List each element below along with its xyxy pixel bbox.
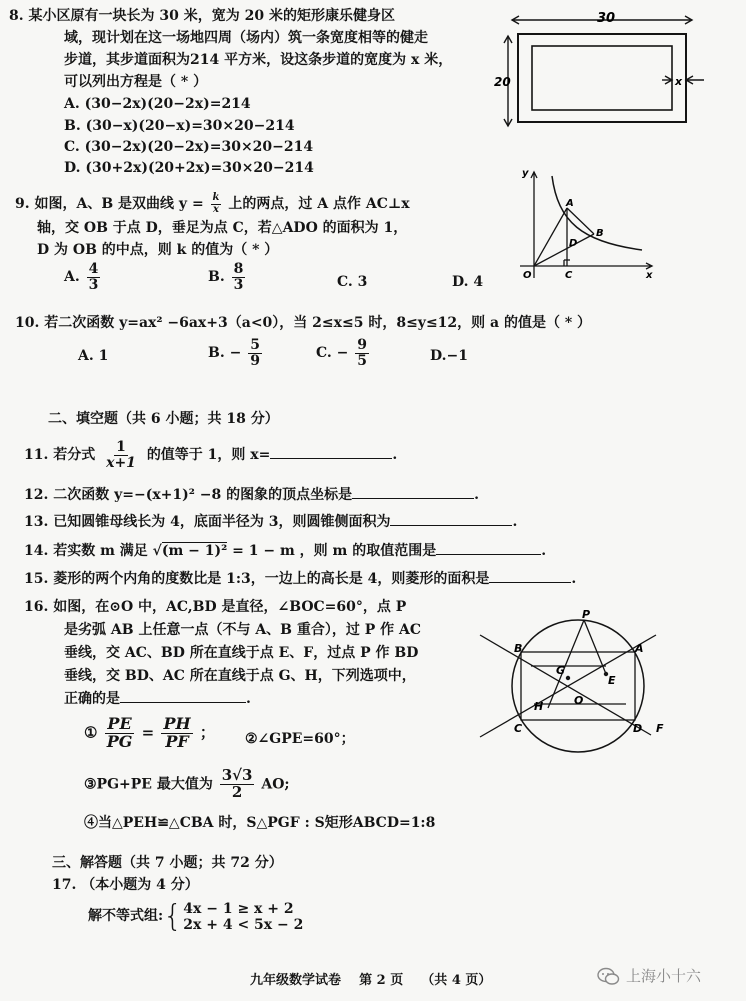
q16-line3: 垂线，交 AC、BD 所在直线于点 E、F，过点 P 作 BD — [64, 645, 419, 661]
q14-sqrt-content: (m − 1)² — [161, 543, 228, 559]
q10-c-label: C. − — [316, 345, 349, 362]
q16-line5 — [64, 691, 251, 709]
section-3-heading: 三、解答题（共 7 小题；共 72 分） — [52, 855, 283, 871]
q12 — [24, 487, 479, 505]
q16-fig-p: P — [582, 608, 591, 621]
q9-fig-a: A — [566, 198, 574, 209]
q14-sqrt-sign: √ — [152, 543, 162, 559]
watermark-text: 上海小十六 — [626, 966, 702, 985]
q16-fig-f: F — [656, 722, 664, 735]
q16-o1-frac1 — [105, 716, 135, 751]
q10-c-num: 9 — [357, 337, 367, 353]
q16-fig-b: B — [514, 642, 523, 655]
q9-line1 — [15, 193, 410, 215]
q9-option-d: D. 4 — [452, 274, 484, 290]
q10-b-label: B. − — [208, 345, 242, 362]
q16-o3-end: AO; — [261, 776, 290, 793]
q16-circle-figure — [476, 608, 716, 758]
q16-line2: 是劣弧 AB 上任意一点（不与 A、B 重合），过 P 作 AC — [64, 622, 422, 638]
q10-b-den: 9 — [250, 352, 260, 369]
q16-fig-a: A — [635, 642, 644, 655]
q9-b-den: 3 — [233, 276, 244, 293]
q10-option-d: D.−1 — [430, 348, 468, 364]
q8-option-a: A. (30−2x)(20−2x)=214 — [64, 96, 251, 112]
q9-a-fraction — [87, 262, 101, 292]
q16-o1-label: ① — [84, 723, 98, 742]
q16-o1-num1: PE — [107, 714, 132, 733]
q16-o1-den1: PG — [106, 731, 133, 751]
q16-line4: 垂线，交 BD、AC 所在直线于点 G、H，下列选项中， — [64, 668, 416, 684]
q10-b-fraction — [248, 338, 262, 368]
q9-line2: 轴，交 OB 于点 D，垂足为点 C，若△ADO 的面积为 1， — [37, 220, 408, 236]
q9-fig-c: C — [565, 270, 573, 281]
q8-line1: 8. 某小区原有一块长为 30 米，宽为 20 米的矩形康乐健身区 — [9, 8, 395, 24]
q9-line1-start: 9. 如图，A、B 是双曲线 y = — [15, 196, 204, 212]
q9-fig-y: y — [522, 168, 529, 179]
q9-a-den: 3 — [88, 276, 99, 293]
q8-line3: 步道，其步道面积为214 平方米，设这条步道的宽度为 x 米， — [64, 52, 453, 68]
q10-option-b — [208, 338, 264, 368]
q16-o1-eq: = — [141, 723, 155, 742]
q16-o3-den: 2 — [231, 782, 243, 801]
q16-o1-frac2 — [161, 716, 192, 751]
q16-fig-d: D — [633, 722, 643, 735]
q15-text: 15. 菱形的两个内角的度数比是 1:3，一边上的高长是 4，则菱形的面积是 — [24, 571, 490, 587]
q10-line1: 10. 若二次函数 y=ax² −6ax+3（a<0），当 2≤x≤5 时，8≤y≤12，则 a 的值是（ * ） — [15, 315, 592, 331]
q11-den: x+1 — [106, 454, 136, 471]
q9-x: x — [213, 203, 219, 215]
q9-fig-b: B — [596, 228, 604, 239]
q17-inequality-2: 2x + 4 < 5x − 2 — [183, 916, 304, 933]
q16-o3-num: 3√3 — [221, 766, 253, 784]
q9-b-label: B. — [208, 269, 225, 286]
q9-fig-d: D — [569, 238, 578, 249]
q9-line1-end: 上的两点，过 A 点作 AC⊥x — [228, 196, 410, 212]
q9-option-c: C. 3 — [337, 274, 368, 290]
q16-option-3 — [84, 768, 290, 801]
q9-option-b — [208, 262, 247, 292]
q11-answer-blank[interactable] — [270, 458, 392, 459]
q10-option-c — [316, 338, 371, 368]
q9-a-label: A. — [64, 269, 80, 286]
q8-fig-x-label: x — [675, 75, 683, 88]
q17-body — [88, 898, 303, 936]
q8-option-b: B. (30−x)(20−x)=30×20−214 — [64, 118, 295, 134]
q11-mid: 的值等于 1，则 x= — [146, 447, 271, 464]
section-2-heading: 二、填空题（共 6 小题；共 18 分） — [48, 411, 279, 427]
q8-option-c: C. (30−2x)(20−2x)=30×20−214 — [64, 139, 314, 155]
q16-answer-blank[interactable] — [120, 702, 246, 703]
q16-fig-c: C — [514, 722, 523, 735]
q8-fig-width-label: 30 — [597, 11, 616, 26]
q16-option-2: ②∠GPE=60°； — [245, 731, 355, 747]
q8-option-d: D. (30+2x)(20+2x)=30×20−214 — [64, 160, 314, 176]
q9-option-a — [64, 262, 102, 292]
watermark — [596, 966, 701, 986]
q16-line5-text: 正确的是 — [64, 691, 120, 707]
q13 — [24, 514, 517, 532]
q17-instruction: 解不等式组: — [88, 908, 164, 924]
q11-fraction — [104, 440, 138, 470]
q13-answer-blank[interactable] — [390, 525, 512, 526]
q16-line1: 16. 如图，在⊙O 中，AC,BD 是直径，∠BOC=60°，点 P — [24, 599, 407, 615]
q10-option-a: A. 1 — [78, 348, 109, 364]
q9-fig-o: O — [523, 270, 532, 281]
q13-text: 13. 已知圆锥母线长为 4，底面半径为 3，则圆锥侧面积为 — [24, 514, 391, 530]
q9-fig-x: x — [646, 270, 653, 281]
q16-fig-g: G — [556, 664, 566, 677]
q16-o3-fraction — [220, 768, 255, 801]
q12-end: . — [474, 487, 479, 503]
q12-answer-blank[interactable] — [352, 498, 474, 499]
q12-text: 12. 二次函数 y=−(x+1)² −8 的图象的顶点坐标是 — [24, 487, 353, 503]
q8-rectangle-figure — [492, 6, 732, 136]
q16-fig-e: E — [608, 674, 616, 687]
q11-start: 11. 若分式 — [24, 447, 96, 464]
q10-b-num: 5 — [250, 337, 260, 353]
wechat-icon — [596, 966, 620, 986]
q14-answer-blank[interactable] — [436, 554, 541, 555]
q14-mid: = 1 − m ，则 m 的取值范围是 — [227, 543, 437, 559]
q11-end: . — [392, 447, 398, 464]
q14-start: 14. 若实数 m 满足 — [24, 543, 153, 559]
q9-k: k — [212, 192, 220, 203]
page-footer: 九年级数学试卷 第 2 页 （共 4 页） — [250, 973, 492, 988]
q11-num: 1 — [116, 439, 126, 455]
q16-option-1 — [84, 716, 215, 751]
q17-brace: { — [163, 899, 183, 934]
q16-o1-num2: PH — [163, 714, 191, 733]
q16-o1-den2: PF — [165, 731, 189, 751]
q15 — [24, 571, 576, 589]
q17-title: 17. （本小题为 4 分） — [52, 877, 199, 893]
q16-o3-start: ③PG+PE 最大值为 — [84, 776, 213, 793]
q14 — [24, 543, 546, 561]
q16-option-4: ④当△PEH≌△CBA 时，S△PGF : S矩形ABCD=1:8 — [84, 815, 436, 831]
q17-inequality-1: 4x − 1 ≥ x + 2 — [183, 900, 294, 917]
q15-end: . — [571, 571, 577, 587]
q8-line2: 域，现计划在这一场地四周（场内）筑一条宽度相等的健走 — [64, 30, 428, 46]
q9-hyperbola-figure — [512, 162, 662, 282]
q10-c-fraction — [355, 338, 369, 368]
q16-fig-h: H — [534, 700, 544, 713]
q16-end: . — [246, 691, 251, 707]
q17-system — [183, 901, 303, 933]
q9-b-num: 8 — [233, 261, 244, 277]
q14-end: . — [541, 543, 547, 559]
q16-o1-end: ； — [199, 723, 215, 742]
q9-line3: D 为 OB 的中点，则 k 的值为（ * ） — [37, 242, 279, 258]
q16-fig-o: O — [574, 694, 584, 707]
q9-a-num: 4 — [88, 261, 99, 277]
q8-line4: 可以列出方程是（ * ） — [64, 74, 208, 90]
q11 — [24, 440, 397, 470]
q9-k-over-x — [211, 193, 222, 215]
q15-answer-blank[interactable] — [489, 582, 571, 583]
q10-c-den: 5 — [357, 352, 367, 369]
q13-end: . — [512, 514, 518, 530]
q8-fig-height-label: 20 — [494, 75, 511, 89]
q9-b-fraction — [232, 262, 246, 292]
